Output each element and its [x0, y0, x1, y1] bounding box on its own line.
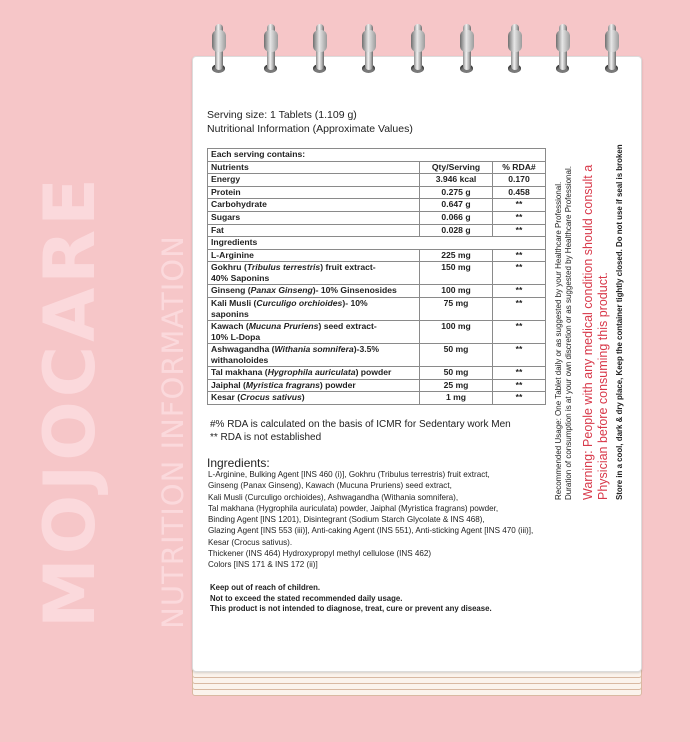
cell-rda: ** [493, 262, 546, 285]
col-header-nutrients: Nutrients [208, 161, 420, 174]
spiral-ring [553, 24, 573, 76]
serving-size: Serving size: 1 Tablets (1.109 g) [207, 109, 357, 121]
cell-rda: ** [493, 224, 546, 237]
cell-qty: 0.066 g [420, 211, 493, 224]
cell-name: Kawach (Mucuna Pruriens) seed extract- 10% L-Dopa [208, 320, 420, 343]
ingredient-line: Colors [INS 171 & INS 172 (ii)] [208, 560, 318, 570]
cell-qty: 75 mg [420, 297, 493, 320]
ingredient-line: Thickener (INS 464) Hydroxypropyl methyl cellulose (INS 462) [208, 549, 432, 559]
table-row [208, 174, 546, 187]
ingredients-heading: Ingredients [208, 237, 546, 250]
usage-line: Duration of consumption is at your own discretion or as suggested by Healthcare Professional. [564, 166, 573, 500]
table-row [208, 249, 546, 262]
usage-line: Recommended Usage: One Tablet daily or as suggested by your Healthcare Professional. [554, 181, 563, 500]
cell-rda: ** [493, 343, 546, 366]
cell-rda: ** [493, 366, 546, 379]
cell-qty: 1 mg [420, 392, 493, 405]
warning-line: Keep out of reach of children. [210, 583, 321, 592]
storage-instructions: Store in a cool, dark & dry place, Keep the container tightly closed. Do not use if seal is broken [615, 144, 624, 500]
warning-line: Warning: People with any medical condition should consult a [581, 164, 595, 500]
table-row [208, 186, 546, 199]
cell-name: Kesar (Crocus sativus) [208, 392, 420, 405]
cell-qty: 100 mg [420, 320, 493, 343]
latin-name: Hygrophila auriculata [267, 366, 356, 377]
spiral-ring [408, 24, 428, 76]
cell-qty: 50 mg [420, 343, 493, 366]
cell-name: Energy [208, 174, 420, 187]
table-row [208, 237, 546, 250]
latin-name: Panax Ginseng [250, 285, 313, 296]
col-header-rda: % RDA# [493, 161, 546, 174]
medical-warning [581, 165, 610, 500]
spiral-ring [209, 24, 229, 76]
cell-qty: 100 mg [420, 285, 493, 298]
cell-qty: 150 mg [420, 262, 493, 285]
table-row [208, 211, 546, 224]
safety-warnings [210, 583, 492, 615]
cell-name: Ashwagandha (Withania somnifera)-3.5% withanoloides [208, 343, 420, 366]
ingredients-title: Ingredients: [207, 456, 270, 470]
cell-rda: ** [493, 199, 546, 212]
cell-rda: ** [493, 211, 546, 224]
latin-name: Withania somnifera [274, 343, 354, 354]
nutrition-info-heading: Nutritional Information (Approximate Values) [207, 123, 413, 135]
cell-rda: ** [493, 320, 546, 343]
cell-rda: ** [493, 297, 546, 320]
ingredients-list [208, 469, 548, 571]
spiral-ring [359, 24, 379, 76]
table-row [208, 366, 546, 379]
spiral-ring [602, 24, 622, 76]
ingredient-line: Glazing Agent [INS 553 (iii)], Anti-caking Agent (INS 551), Anti-sticking Agent [INS 470 (iii)], [208, 526, 534, 536]
cell-name: L-Arginine [208, 249, 420, 262]
recommended-usage [554, 166, 574, 500]
cell-rda: ** [493, 379, 546, 392]
brand-name: MOJOCARE [29, 174, 111, 628]
spiral-ring [457, 24, 477, 76]
table-row [208, 149, 546, 162]
cell-qty: 0.275 g [420, 186, 493, 199]
rda-not-established-note: ** RDA is not established [210, 432, 322, 443]
table-row [208, 224, 546, 237]
ingredient-line: L-Arginine, Bulking Agent [INS 460 (i)], Gokhru (Tribulus terrestris) fruit extract, [208, 470, 490, 479]
cell-name: Ginseng (Panax Ginseng)- 10% Ginsenosides [208, 285, 420, 298]
cell-name: Protein [208, 186, 420, 199]
cell-rda: ** [493, 285, 546, 298]
latin-name: Mucuna Pruriens [248, 320, 319, 331]
warning-line: Physician before consuming this product. [595, 272, 610, 500]
cell-qty: 25 mg [420, 379, 493, 392]
rda-notes [210, 418, 511, 444]
cell-qty: 0.647 g [420, 199, 493, 212]
ingredient-line: Kesar (Crocus sativus). [208, 537, 293, 547]
cell-name: Fat [208, 224, 420, 237]
nutrition-table [207, 148, 546, 405]
warning-line: Not to exceed the stated recommended daily usage. [210, 593, 403, 603]
spiral-ring [261, 24, 281, 76]
cell-rda: ** [493, 249, 546, 262]
cell-rda: 0.170 [493, 174, 546, 187]
cell-name: Carbohydrate [208, 199, 420, 212]
cell-name: Kali Musli (Curculigo orchioides)- 10% saponins [208, 297, 420, 320]
rda-basis-note: #% RDA is calculated on the basis of ICMR for Sedentary work Men [210, 419, 511, 430]
cell-rda: 0.458 [493, 186, 546, 199]
latin-name: Myristica fragrans [245, 379, 320, 390]
table-row [208, 262, 546, 285]
brand-tagline: NUTRITION INFORMATION [156, 235, 190, 629]
ingredient-line: Binding Agent [INS 1201), Disintegrant (Sodium Starch Glycolate & INS 468), [208, 515, 485, 525]
col-header-qty: Qty/Serving [420, 161, 493, 174]
table-row [208, 199, 546, 212]
spiral-ring [505, 24, 525, 76]
latin-name: Tribulus terrestris [246, 262, 321, 273]
table-row [208, 297, 546, 320]
ingredient-line: Tal makhana (Hygrophila auriculata) powder, Jaiphal (Myristica fragrans) powder, [208, 503, 499, 513]
cell-name: Tal makhana (Hygrophila auriculata) powder [208, 366, 420, 379]
latin-name: Curculigo orchioides [256, 297, 343, 308]
cell-qty: 225 mg [420, 249, 493, 262]
each-serving-heading: Each serving contains: [208, 149, 546, 162]
warning-line: This product is not intended to diagnose, treat, cure or prevent any disease. [210, 604, 492, 613]
table-row [208, 392, 546, 405]
cell-name: Gokhru (Tribulus terrestris) fruit extract- 40% Saponins [208, 262, 420, 285]
ingredient-line: Ginseng (Panax Ginseng), Kawach (Mucuna Pruriens) seed extract, [208, 481, 452, 491]
cell-name: Sugars [208, 211, 420, 224]
cell-rda: ** [493, 392, 546, 405]
ingredient-line: Kali Musli (Curculigo orchioides), Ashwagandha (Withania somnifera), [208, 492, 459, 502]
cell-qty: 3.946 kcal [420, 174, 493, 187]
table-row [208, 379, 546, 392]
cell-qty: 50 mg [420, 366, 493, 379]
table-header-row [208, 161, 546, 174]
spiral-ring [310, 24, 330, 76]
table-row [208, 285, 546, 298]
cell-name: Jaiphal (Myristica fragrans) powder [208, 379, 420, 392]
cell-qty: 0.028 g [420, 224, 493, 237]
table-row [208, 343, 546, 366]
brand-watermark [20, 60, 190, 690]
nutrition-panel [207, 108, 547, 613]
table-row [208, 320, 546, 343]
latin-name: Crocus sativus [240, 392, 302, 403]
